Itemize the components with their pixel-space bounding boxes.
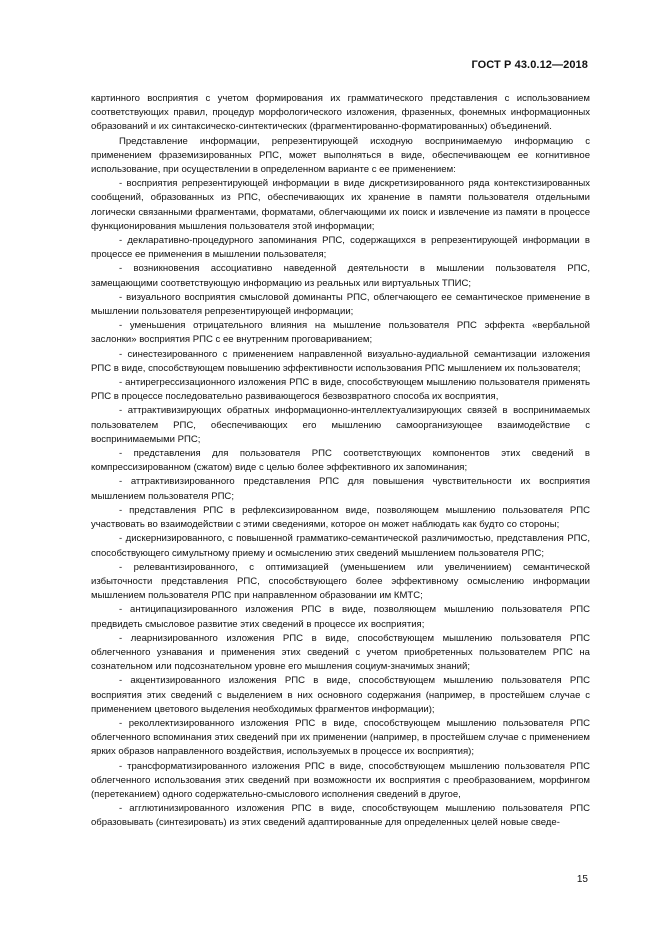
list-item: - восприятия репрезентирующей информации в виде дискретизированного ряда контекстизированных сообщений, образованных из РПС, обеспечивающих их хранение в памяти пользователя отдельными логически связанными фрагментами, форматами, облегчающими их поиск и извлечение из памяти в процессе функционирования мышления пользователя этой информации;	[91, 178, 590, 232]
list-item: - реколлектизированного изложения РПС в виде, способствующем мышлению пользователя РПС облегченного вспоминания этих сведений при их применении (например, в простейшем случае с применением ярких образов направленного воздействия, используемых в процессе их восприятия);	[91, 717, 590, 758]
page-number: 15	[576, 874, 588, 885]
list-item: - трансформатизированного изложения РПС в виде, способствующем мышлению пользователя РПС облегченного использования этих сведений при возможности их восприятия с преобразованием, морфингом (перетеканием) одного содержательно-смыслового исполнения сведений в другое,	[91, 760, 590, 800]
body-text	[91, 92, 590, 831]
list-item: - декларативно-процедурного запоминания РПС, содержащихся в репрезентирующей информации в процессе ее применения в мышлении пользователя;	[91, 235, 590, 261]
list-item: - визуального восприятия смысловой доминанты РПС, облегчающего ее семантическое применение в мышлении пользователя репрезентирующей информации;	[91, 291, 590, 318]
list-item: - антирегрессизационного изложения РПС в виде, способствующем мышлению пользователя применять РПС в процессе последовательно развивающегося безвозвратного способа их восприятия,	[91, 377, 590, 403]
paragraph: Представление информации, репрезентирующей исходную воспринимаемую информацию с применением фраземизированных РПС, может выполняться в виде, обеспечивающем ее когнитивное использование, при осуществлении в определенном варианте с ее применением:	[91, 135, 590, 176]
list-item: - релевантизированного, с оптимизацией (уменьшением или увеличениием) семантической избыточности представления РПС, способствующего более эффективному осмыслению информации мышлением пользователя РПС при направленном образовании им КМТС;	[91, 561, 590, 602]
list-item: - представления РПС в рефлексизированном виде, позволяющем мышлению пользователя РПС участвовать во взаимодействии с этими сведениями, которое он может наблюдать как будто со стороны;	[91, 504, 590, 531]
list-item: - антиципацизированного изложения РПС в виде, позволяющем мышлению пользователя РПС предвидеть смысловое развитие этих сведений в процессе их восприятия;	[91, 604, 590, 630]
list-item: - леарнизированного изложения РПС в виде, способствующем мышлению пользователя РПС облегченного узнавания и применения этих сведений с учетом приобретенных пользователем РПС на сознательном или подсознательном уровне его мышления социум-значимых знаний;	[91, 632, 590, 673]
list-item: - аттрактивизированного представления РПС для повышения чувствительности их восприятия мышлением пользователя РПС;	[91, 476, 590, 502]
list-item: - дискернизированного, с повышенной грамматико-семантической различимостью, представления РПС, способствующего симультному приему и осмыслению этих сведений мышлением пользователя РПС;	[91, 533, 590, 559]
list-item: - представления для пользователя РПС соответствующих компонентов этих сведений в компрессизированном (сжатом) виде с целью более эффективного их запоминания;	[91, 448, 590, 474]
list-item: - аттрактивизирующих обратных информационно-интеллектуализирующих связей в воспринимаемых пользователем РПС, обеспечивающих его мышлению самоорганизующее взаимодействие с воспринимаемыми РПС;	[91, 405, 590, 445]
standard-header: ГОСТ Р 43.0.12—2018	[471, 59, 588, 71]
list-item: - уменьшения отрицательного влияния на мышление пользователя РПС эффекта «вербальной заслонки» восприятия РПС с ее внутренним проговариванием;	[91, 320, 590, 346]
list-item: - акцентизированного изложения РПС в виде, способствующем мышлению пользователя РПС восприятия этих сведений с выделением в них основного содержания (например, в простейшем случае с применением цветового выделения необходимых фрагментов информации);	[91, 675, 590, 715]
list-item: - агглютинизированного изложения РПС в виде, способствующем мышлению пользователя РПС образовывать (синтезировать) из этих сведений адаптированные для определенных целей новые сведе-	[91, 803, 590, 829]
list-item: - возникновения ассоциативно наведенной деятельности в мышлении пользователя РПС, замещающими соответствующую информацию из реальных или виртуальных ТПИС;	[91, 263, 590, 289]
paragraph: картинного восприятия с учетом формирования их грамматического представления с использованием соответствующих правил, процедур морфологического изложения, фразенных, фонемных информационных образований и их синтаксическо-синтектических (фрагментированно-форматированных) объединений.	[91, 93, 590, 133]
list-item: - синестезированного с применением направленной визуально-аудиальной семантизации изложения РПС в виде, способствующем повышению эффективности использования РПС мышлением их пользователя;	[91, 348, 590, 374]
